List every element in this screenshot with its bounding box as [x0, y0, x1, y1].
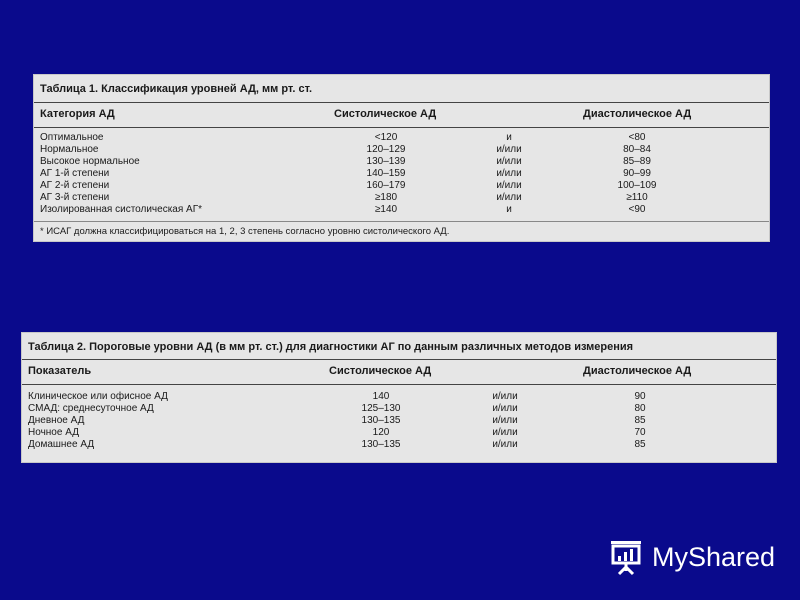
table1-footnote: * ИСАГ должна классифицироваться на 1, 2, 3 степень согласно уровню систолического АД. [40, 226, 450, 237]
table-row [22, 427, 776, 439]
row-systolic: ≥180 [374, 192, 398, 203]
row-indicator: СМАД: среднесуточное АД [28, 403, 154, 414]
row-category: Оптимальное [40, 132, 104, 143]
table-row [34, 156, 769, 168]
myshared-logo[interactable] [606, 536, 775, 578]
row-diastolic: 80–84 [623, 144, 651, 155]
table-row [34, 132, 769, 144]
table-row [22, 391, 776, 403]
row-conjunction: и/или [492, 427, 518, 438]
row-systolic: ≥140 [374, 204, 398, 215]
table2-header-systolic: Систолическое АД [329, 365, 432, 377]
table-row [22, 439, 776, 451]
row-indicator: Клиническое или офисное АД [28, 391, 168, 402]
row-conjunction: и/или [492, 403, 518, 414]
row-category: АГ 3-й степени [40, 192, 110, 203]
logo-text: MyShared [652, 541, 776, 572]
row-diastolic: 85 [634, 415, 646, 426]
table1-body [34, 132, 769, 216]
row-category: Изолированная систолическая АГ* [40, 204, 203, 215]
table-row [34, 144, 769, 156]
row-indicator: Ночное АД [28, 427, 79, 438]
row-category: Высокое нормальное [40, 156, 140, 167]
table-row [34, 168, 769, 180]
table2-header-diastolic: Диастолическое АД [583, 365, 692, 377]
row-conjunction: и/или [496, 192, 522, 203]
row-conjunction: и [506, 204, 512, 215]
row-conjunction: и/или [496, 168, 522, 179]
row-indicator: Домашнее АД [28, 439, 95, 450]
table-row [34, 192, 769, 204]
row-systolic: 130–139 [366, 156, 406, 167]
table-row [22, 415, 776, 427]
row-systolic: 125–130 [361, 403, 401, 414]
table-row [34, 204, 769, 216]
row-diastolic: ≥110 [626, 192, 648, 203]
row-diastolic: 80 [634, 403, 646, 414]
classification-table [33, 74, 770, 242]
table2-body [22, 391, 776, 451]
row-conjunction: и/или [492, 391, 518, 402]
table2-rule-header [22, 384, 776, 385]
table-row [22, 403, 776, 415]
row-diastolic: <80 [628, 132, 646, 143]
table2-title: Таблица 2. Пороговые уровни АД (в мм рт. ст.) для диагностики АГ по данным различных методов измерения [28, 341, 634, 353]
row-diastolic: 90 [634, 391, 646, 402]
threshold-table [21, 332, 777, 463]
table1-title: Таблица 1. Классификация уровней АД, мм рт. ст. [40, 83, 313, 95]
row-systolic: 120–129 [366, 144, 406, 155]
table2-header-indicator: Показатель [28, 365, 92, 377]
row-conjunction: и/или [492, 439, 518, 450]
table1-header-systolic: Систолическое АД [334, 108, 437, 120]
row-diastolic: 70 [634, 427, 646, 438]
table2-rule-top [22, 359, 776, 360]
row-diastolic: <90 [628, 204, 646, 215]
row-conjunction: и [506, 132, 512, 143]
row-diastolic: 100–109 [617, 180, 657, 191]
row-indicator: Дневное АД [28, 415, 85, 426]
row-category: Нормальное [40, 144, 99, 155]
row-category: АГ 1-й степени [40, 168, 110, 179]
row-systolic: 140–159 [366, 168, 406, 179]
row-diastolic: 85–89 [623, 156, 651, 167]
row-diastolic: 90–99 [623, 168, 651, 179]
table1-rule-footnote [34, 221, 769, 222]
table1-rule-header [34, 127, 769, 128]
row-systolic: 130–135 [361, 415, 401, 426]
presentation-board-icon [606, 537, 646, 577]
row-systolic: 120 [372, 427, 390, 438]
row-diastolic: 85 [634, 439, 646, 450]
row-systolic: 160–179 [366, 180, 406, 191]
row-systolic: 130–135 [361, 439, 401, 450]
row-conjunction: и/или [496, 156, 522, 167]
row-conjunction: и/или [496, 144, 522, 155]
table1-header-diastolic: Диастолическое АД [583, 108, 692, 120]
table-row [34, 180, 769, 192]
row-systolic: 140 [372, 391, 390, 402]
table1-header-category: Категория АД [40, 108, 115, 120]
row-conjunction: и/или [492, 415, 518, 426]
table1-rule-top [34, 102, 769, 103]
row-category: АГ 2-й степени [40, 180, 110, 191]
row-systolic: <120 [374, 132, 398, 143]
row-conjunction: и/или [496, 180, 522, 191]
